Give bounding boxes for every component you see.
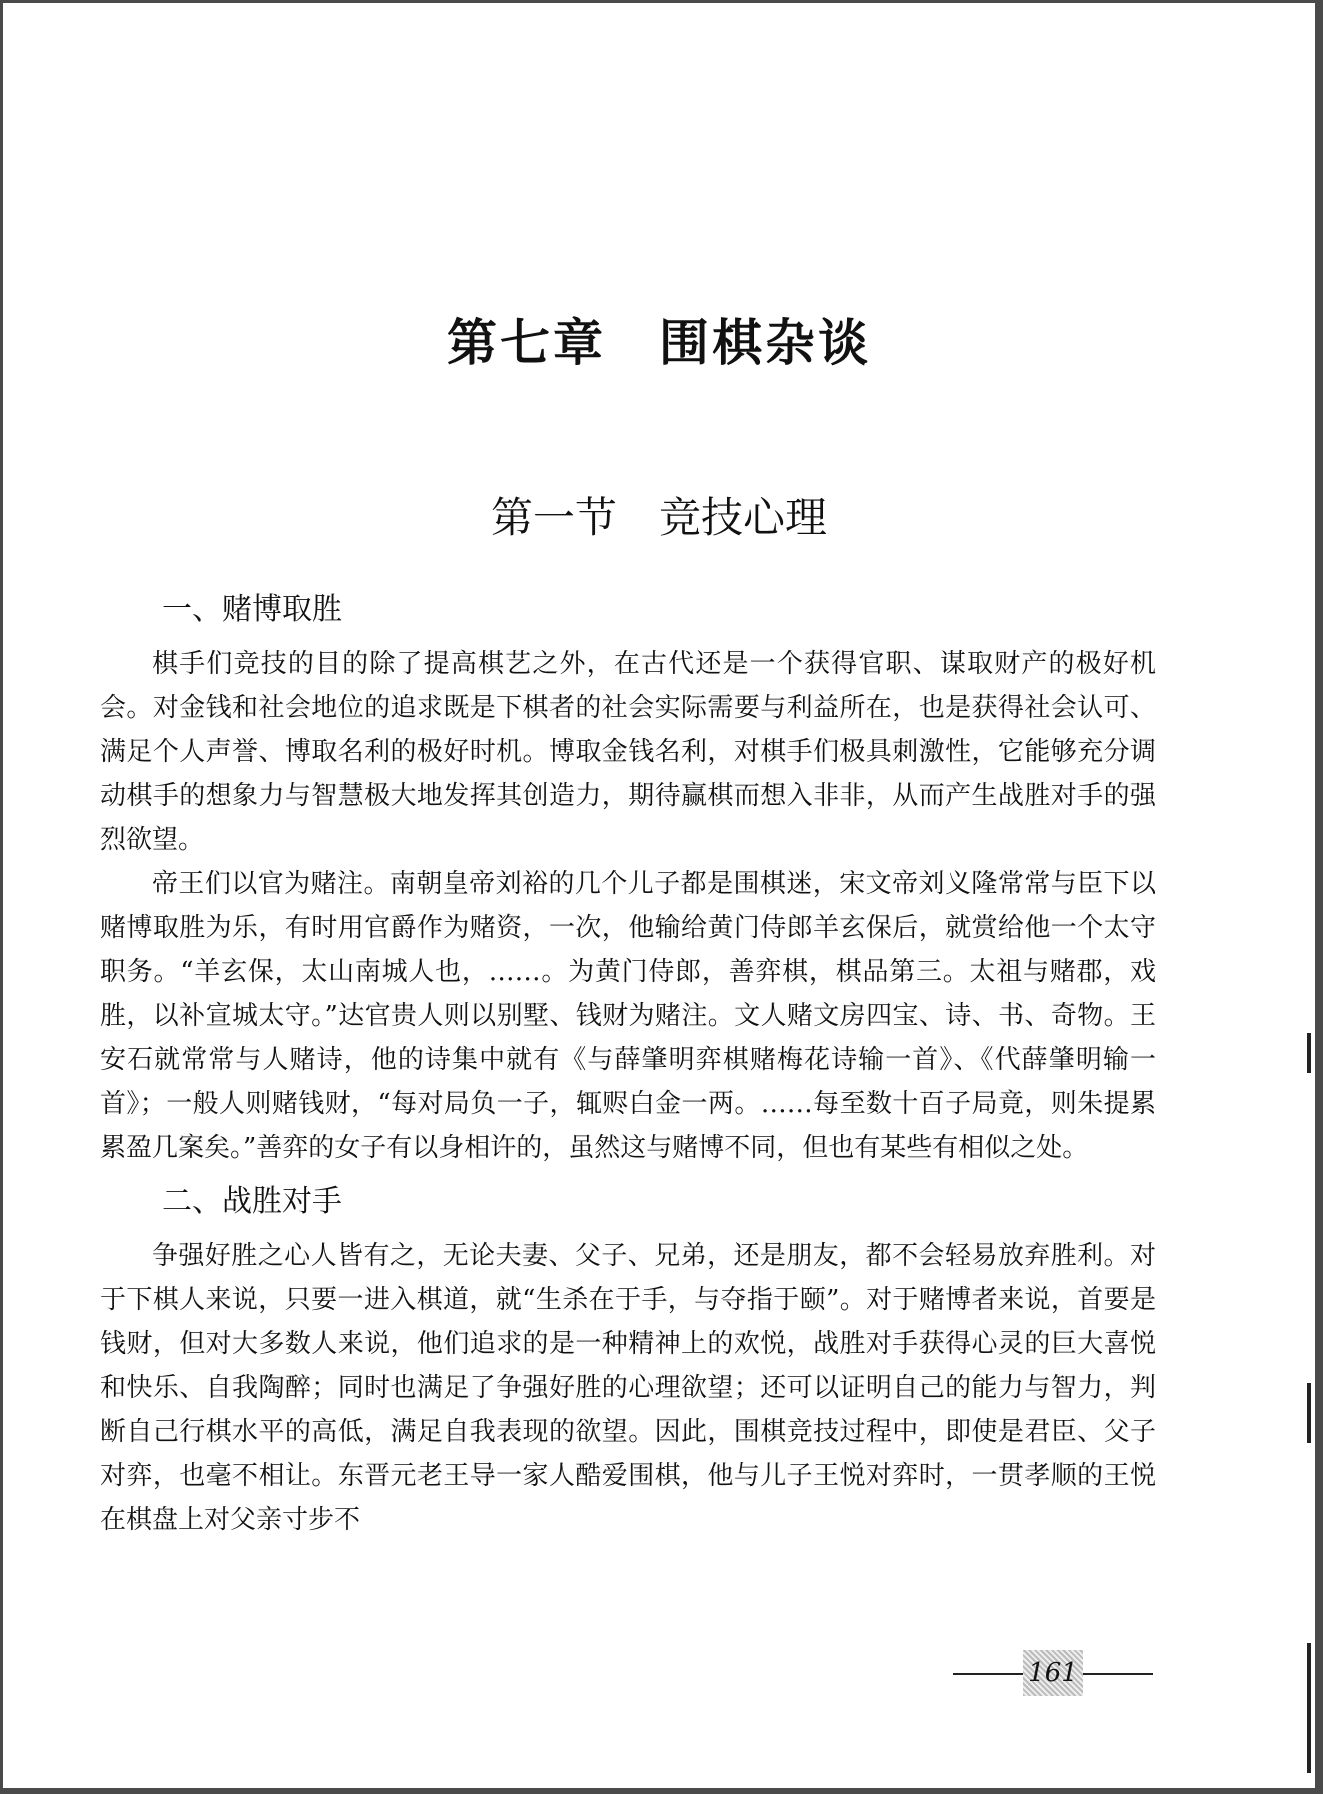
footer-rule-left xyxy=(953,1673,1023,1675)
subsection-heading: 一、赌博取胜 xyxy=(162,592,342,627)
book-page xyxy=(3,3,1315,1788)
subsection-heading: 二、战胜对手 xyxy=(162,1184,342,1219)
page-number: 161 xyxy=(1023,1650,1083,1696)
binding-shadow xyxy=(1307,1033,1311,1073)
binding-shadow xyxy=(1307,1383,1311,1443)
paragraph: 帝王们以官为赌注。南朝皇帝刘裕的几个儿子都是围棋迷，宋文帝刘义隆常常与臣下以赌博取胜为乐，有时用官爵作为赌资，一次，他输给黄门侍郎羊玄保后，就赏给他一个太守职务。“羊玄保，太山南城人也，……。为黄门侍郎，善弈棋，棋品第三。太祖与赌郡，戏胜，以补宣城太守。”达官贵人则以别墅、钱财为赌注。文人赌文房四宝、诗、书、奇物。王安石就常常与人赌诗，他的诗集中就有《与薛肇明弈棋赌梅花诗输一首》、《代薛肇明输一首》；一般人则赌钱财，“每对局负一子，辄赆白金一两。……每至数十百子局竟，则朱提累累盈几案矣。”善弈的女子有以身相许的，虽然这与赌博不同，但也有某些有相似之处。 xyxy=(100,869,1156,1163)
binding-shadow xyxy=(1307,1643,1311,1773)
page-body xyxy=(100,588,1156,1542)
paragraph: 争强好胜之心人皆有之，无论夫妻、父子、兄弟，还是朋友，都不会轻易放弃胜利。对于下棋人来说，只要一进入棋道，就“生杀在于手，与夺指于颐”。对于赌博者来说，首要是钱财，但对大多数人来说，他们追求的是一种精神上的欢悦，战胜对手获得心灵的巨大喜悦和快乐、自我陶醉；同时也满足了争强好胜的心理欲望；还可以证明自己的能力与智力，判断自己行棋水平的高低，满足自我表现的欲望。因此，围棋竞技过程中，即使是君臣、父子对弈，也毫不相让。东晋元老王导一家人酷爱围棋，他与儿子王悦对弈时，一贯孝顺的王悦在棋盘上对父亲寸步不 xyxy=(100,1241,1156,1535)
page-footer xyxy=(953,1658,1153,1688)
footer-rule-right xyxy=(1083,1673,1153,1675)
section-title: 第一节 竞技心理 xyxy=(490,493,827,542)
chapter-title: 第七章 围棋杂谈 xyxy=(447,313,871,372)
paragraph: 棋手们竞技的目的除了提高棋艺之外，在古代还是一个获得官职、谋取财产的极好机会。对金钱和社会地位的追求既是下棋者的社会实际需要与利益所在，也是获得社会认可、满足个人声誉、博取名利的极好时机。博取金钱名利，对棋手们极具刺激性，它能够充分调动棋手的想象力与智慧极大地发挥其创造力，期待赢棋而想入非非，从而产生战胜对手的强烈欲望。 xyxy=(100,649,1156,855)
